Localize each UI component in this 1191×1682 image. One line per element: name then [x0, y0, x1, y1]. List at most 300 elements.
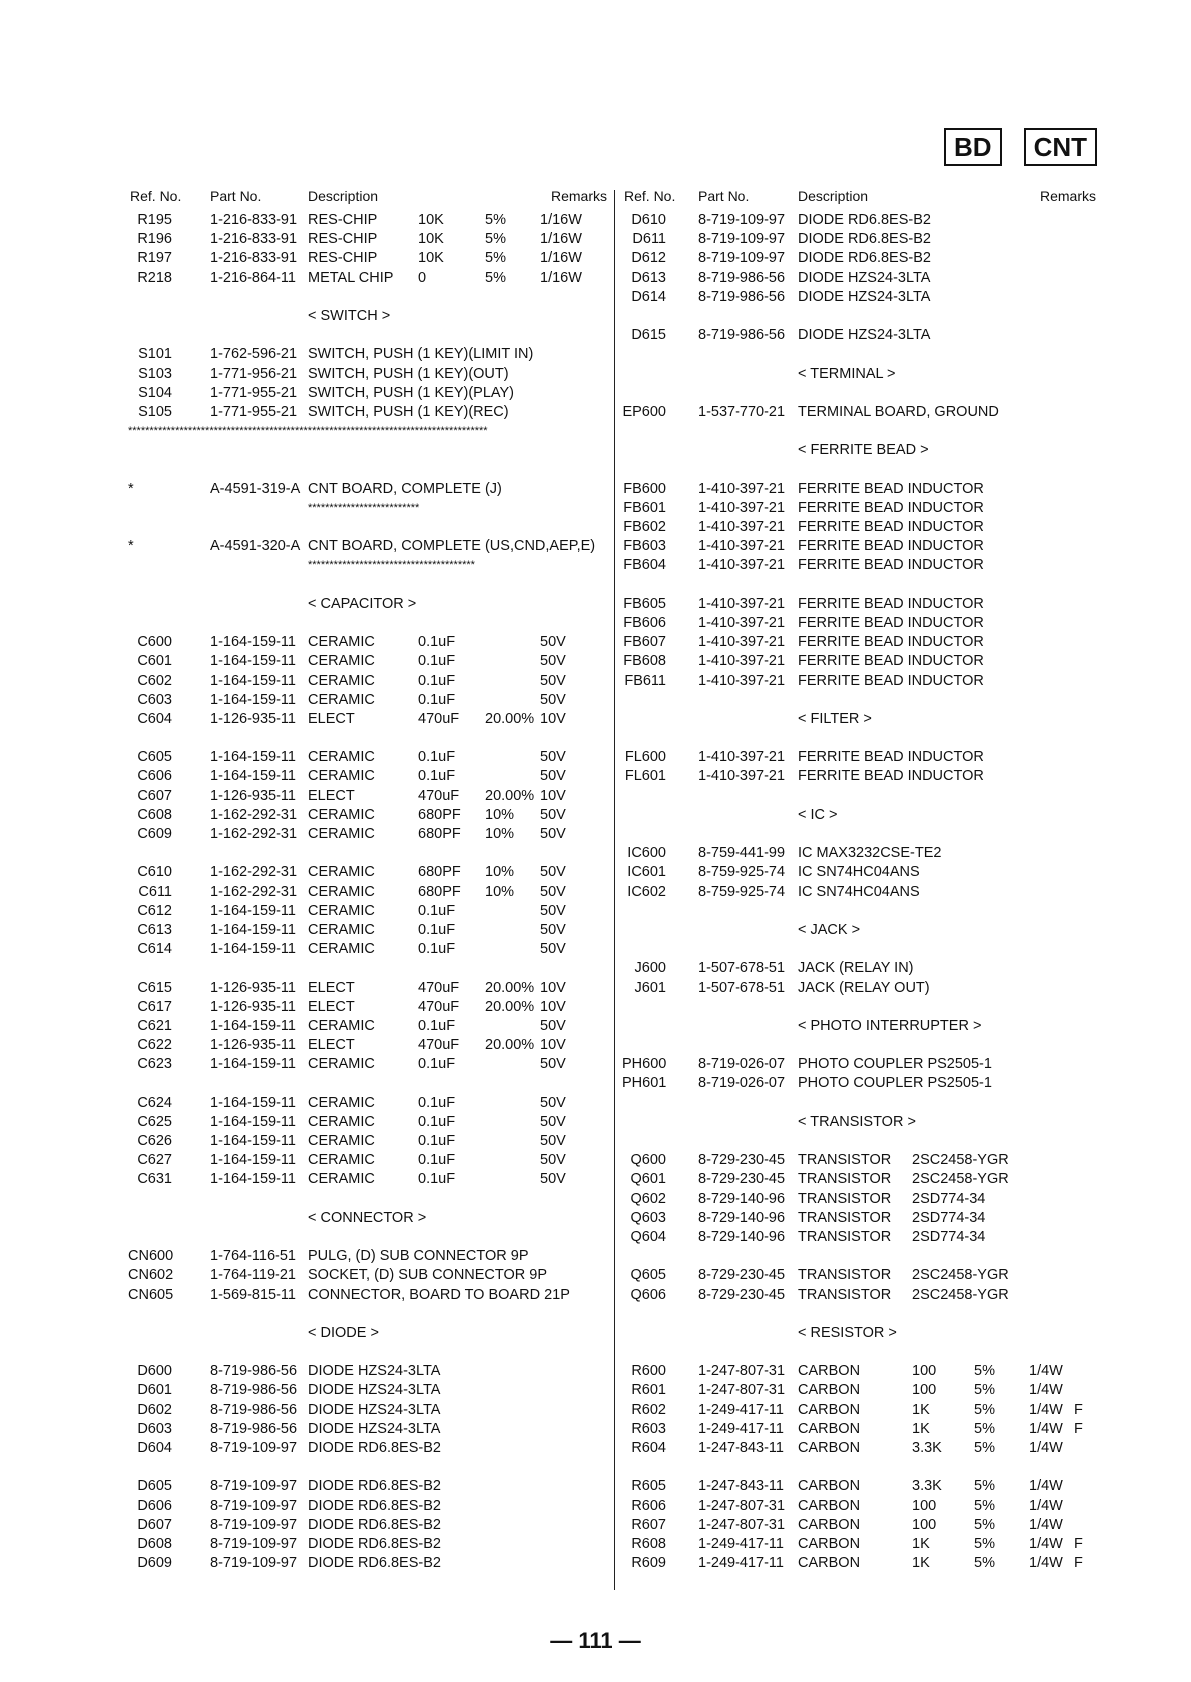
parts-row — [128, 230, 606, 249]
parts-row — [128, 1094, 606, 1113]
parts-row — [128, 748, 606, 767]
ref-no: D609 — [137, 1555, 172, 1572]
description: CERAMIC — [308, 1113, 375, 1130]
spec-value: 0.1uF — [418, 1017, 456, 1034]
spec-tolerance: 5% — [974, 1497, 995, 1514]
spec-rating: 50V — [540, 902, 566, 919]
part-no: 1-164-159-11 — [210, 672, 296, 689]
tag-bd: BD — [944, 128, 1002, 166]
parts-row — [128, 1055, 606, 1074]
spec-rating: 1/4W — [1029, 1363, 1063, 1380]
ref-no: Q602 — [630, 1190, 666, 1207]
spec-value: 100 — [912, 1516, 937, 1533]
description: CARBON — [798, 1363, 861, 1380]
description: DIODE RD6.8ES-B2 — [308, 1535, 441, 1552]
part-no: 1-162-292-31 — [210, 883, 298, 900]
part-no: 1-164-159-11 — [210, 634, 296, 651]
right-parts-list — [622, 211, 1100, 1573]
parts-row — [622, 595, 1100, 614]
description: CERAMIC — [308, 1171, 375, 1188]
spec-rating: 10V — [540, 787, 566, 804]
part-no: 8-729-230-45 — [698, 1286, 786, 1303]
part-no: 1-216-864-11 — [210, 269, 296, 286]
ref-no: R602 — [631, 1401, 666, 1418]
ref-no: C615 — [137, 979, 172, 996]
ref-no: Q600 — [630, 1152, 666, 1169]
parts-row — [622, 652, 1100, 671]
parts-row — [622, 403, 1100, 422]
remark-flag: F — [1074, 1420, 1083, 1437]
parts-row — [622, 1228, 1100, 1247]
description: DIODE RD6.8ES-B2 — [798, 231, 931, 248]
ref-no: CN600 — [128, 1248, 174, 1265]
spec-tolerance: 5% — [974, 1535, 995, 1552]
underline-stars — [128, 499, 606, 518]
parts-row — [128, 1017, 606, 1036]
part-no: 1-164-159-11 — [210, 1056, 296, 1073]
description: SWITCH, PUSH (1 KEY)(OUT) — [308, 365, 509, 382]
part-no: 1-764-116-51 — [210, 1248, 296, 1265]
part-no: 8-719-026-07 — [698, 1075, 786, 1092]
spec-value: 0.1uF — [418, 749, 456, 766]
spec-rating: 50V — [540, 826, 566, 842]
ref-no: R195 — [137, 212, 172, 228]
description: CERAMIC — [308, 864, 375, 881]
part-no: 1-164-159-11 — [210, 749, 296, 766]
spec-value: 10K — [418, 250, 444, 267]
spacer — [128, 844, 606, 863]
section-title: < SWITCH > — [308, 307, 391, 324]
parts-row — [128, 883, 606, 902]
section-title: < CONNECTOR > — [308, 1209, 427, 1226]
spec-rating: 1/4W — [1029, 1555, 1063, 1572]
spec-rating: 1/16W — [540, 250, 582, 267]
parts-row — [622, 1190, 1100, 1209]
ref-no: D603 — [137, 1420, 172, 1437]
spec-value: 680PF — [418, 806, 461, 823]
description: TRANSISTOR — [798, 1228, 892, 1245]
description: SWITCH, PUSH (1 KEY)(REC) — [308, 403, 509, 420]
section-heading — [622, 441, 1100, 460]
ref-no: S101 — [138, 346, 172, 363]
section-title: < PHOTO INTERRUPTER > — [798, 1017, 982, 1034]
ref-no: C605 — [137, 749, 172, 766]
section-heading — [622, 921, 1100, 940]
description: RES-CHIP — [308, 212, 378, 228]
parts-row — [622, 614, 1100, 633]
spec-tolerance: 5% — [974, 1516, 995, 1533]
ref-no: FL601 — [624, 768, 666, 785]
part-no: 1-126-935-11 — [210, 979, 296, 996]
part-no: 1-762-596-21 — [210, 346, 298, 363]
part-no: 8-719-109-97 — [210, 1555, 298, 1572]
part-no: 1-216-833-91 — [210, 212, 298, 228]
spec-value: 2SD774-34 — [912, 1190, 986, 1207]
new-part-mark: * — [128, 538, 134, 555]
spacer — [622, 940, 1100, 959]
spec-value: 1K — [912, 1420, 930, 1437]
parts-row — [128, 403, 606, 422]
ref-no: EP600 — [622, 403, 666, 420]
section-title: < JACK > — [798, 921, 861, 938]
spacer — [622, 1305, 1100, 1324]
parts-row — [128, 365, 606, 384]
parts-row — [128, 863, 606, 882]
section-heading — [622, 1113, 1100, 1132]
ref-no: Q606 — [630, 1286, 666, 1303]
spec-value: 1K — [912, 1535, 930, 1552]
parts-row — [128, 249, 606, 268]
section-title: < CAPACITOR > — [308, 595, 417, 612]
spec-tolerance: 10% — [485, 806, 515, 823]
parts-row — [128, 1381, 606, 1400]
ref-no: R601 — [631, 1382, 666, 1399]
spec-rating: 1/16W — [540, 212, 582, 228]
ref-no: R605 — [631, 1478, 666, 1495]
parts-row — [622, 1535, 1100, 1554]
ref-no: FB603 — [623, 538, 666, 555]
left-parts-list — [128, 211, 606, 1573]
parts-row — [128, 1170, 606, 1189]
description: CERAMIC — [308, 634, 375, 651]
description: DIODE HZS24-3LTA — [308, 1420, 441, 1437]
part-no: 1-216-833-91 — [210, 231, 298, 248]
part-no: 1-507-678-51 — [698, 960, 786, 977]
part-no: 8-719-026-07 — [698, 1056, 786, 1073]
parts-row — [622, 1420, 1100, 1439]
ref-no: CN602 — [128, 1267, 174, 1284]
ref-no: Q603 — [630, 1209, 666, 1226]
spec-value: 470uF — [418, 710, 460, 727]
parts-row — [622, 979, 1100, 998]
spec-value: 0.1uF — [418, 768, 456, 785]
section-title: < IC > — [798, 806, 838, 823]
part-no: 8-719-109-97 — [210, 1535, 298, 1552]
header-part-no: Part No. — [210, 188, 262, 204]
spec-value: 0.1uF — [418, 1094, 456, 1111]
description: CNT BOARD, COMPLETE (US,CND,AEP,E) — [308, 538, 596, 555]
description-underline: *************************************** — [308, 559, 475, 572]
header-ref-no: Ref. No. — [624, 188, 676, 204]
part-no: 1-164-159-11 — [210, 1094, 296, 1111]
spec-value: 1K — [912, 1401, 930, 1418]
ref-no: C622 — [137, 1037, 172, 1054]
description: ELECT — [308, 979, 355, 996]
part-no: 1-164-159-11 — [210, 1017, 296, 1034]
part-no: 1-164-159-11 — [210, 1133, 296, 1149]
part-no: 1-126-935-11 — [210, 1037, 296, 1054]
spec-rating: 1/4W — [1029, 1535, 1063, 1552]
parts-row — [128, 1286, 606, 1305]
spec-value: 0.1uF — [418, 921, 456, 938]
right-column — [622, 188, 1100, 1573]
part-no: 1-507-678-51 — [698, 979, 786, 996]
part-no: 1-249-417-11 — [698, 1401, 784, 1418]
part-no: 1-164-159-11 — [210, 1152, 296, 1169]
part-no: 1-164-159-11 — [210, 768, 296, 785]
ref-no: FB605 — [623, 595, 666, 612]
description: TRANSISTOR — [798, 1190, 892, 1207]
parts-row — [128, 1266, 606, 1285]
spec-value: 0.1uF — [418, 634, 456, 651]
ref-no: C626 — [137, 1133, 172, 1149]
parts-row — [128, 211, 606, 230]
part-no: 8-719-986-56 — [698, 327, 786, 344]
description: SOCKET, (D) SUB CONNECTOR 9P — [308, 1267, 548, 1284]
spec-rating: 50V — [540, 921, 566, 938]
ref-no: R608 — [631, 1535, 666, 1552]
description-underline: ************************** — [308, 501, 420, 514]
description: METAL CHIP — [308, 269, 394, 286]
description: TERMINAL BOARD, GROUND — [798, 403, 999, 420]
part-no: 1-410-397-21 — [698, 749, 786, 766]
parts-row — [128, 825, 606, 844]
ref-no: IC601 — [627, 864, 666, 881]
part-no: 1-164-159-11 — [210, 902, 296, 919]
spec-value: 100 — [912, 1497, 937, 1514]
parts-row — [622, 883, 1100, 902]
parts-row — [128, 1151, 606, 1170]
description: CERAMIC — [308, 1152, 375, 1169]
part-no: 8-719-109-97 — [698, 212, 786, 228]
ref-no: R609 — [631, 1555, 666, 1572]
section-heading — [622, 806, 1100, 825]
description: FERRITE BEAD INDUCTOR — [798, 653, 984, 670]
ref-no: Q601 — [630, 1171, 666, 1188]
description: SWITCH, PUSH (1 KEY)(PLAY) — [308, 384, 514, 401]
parts-row — [622, 211, 1100, 230]
spacer — [622, 1094, 1100, 1113]
spec-rating: 50V — [540, 691, 566, 708]
board-separator — [128, 422, 606, 441]
part-no: 8-719-986-56 — [210, 1401, 298, 1418]
parts-row — [622, 767, 1100, 786]
section-title: < TRANSISTOR > — [798, 1113, 916, 1130]
description: CERAMIC — [308, 1017, 375, 1034]
part-no: 8-719-986-56 — [698, 269, 786, 286]
description: CARBON — [798, 1401, 861, 1418]
spec-tolerance: 5% — [485, 269, 506, 286]
ref-no: C624 — [137, 1094, 172, 1111]
parts-row — [128, 1535, 606, 1554]
description: CARBON — [798, 1478, 861, 1495]
parts-row — [128, 537, 606, 556]
parts-row — [622, 1151, 1100, 1170]
description: DIODE RD6.8ES-B2 — [308, 1516, 441, 1533]
parts-row — [622, 269, 1100, 288]
part-no: 1-410-397-21 — [698, 653, 786, 670]
part-no: 8-719-109-97 — [698, 250, 786, 267]
spec-value: 3.3K — [912, 1478, 942, 1495]
description: CERAMIC — [308, 806, 375, 823]
spec-rating: 10V — [540, 710, 566, 727]
spacer — [622, 422, 1100, 441]
spec-rating: 10V — [540, 998, 566, 1015]
ref-no: J600 — [634, 960, 666, 977]
description: DIODE RD6.8ES-B2 — [308, 1440, 441, 1456]
spacer — [622, 1343, 1100, 1362]
parts-row — [128, 633, 606, 652]
left-header-row — [128, 188, 606, 211]
description: RES-CHIP — [308, 231, 378, 248]
spec-value: 680PF — [418, 826, 461, 842]
spec-tolerance: 5% — [974, 1401, 995, 1418]
description: PULG, (D) SUB CONNECTOR 9P — [308, 1248, 529, 1265]
spec-tolerance: 20.00% — [485, 979, 535, 996]
spacer — [622, 902, 1100, 921]
spec-rating: 1/4W — [1029, 1382, 1063, 1399]
spec-rating: 50V — [540, 1113, 566, 1130]
part-no: 1-247-843-11 — [698, 1478, 784, 1495]
ref-no: R604 — [631, 1440, 666, 1456]
description: ELECT — [308, 998, 355, 1015]
spec-value: 0.1uF — [418, 691, 456, 708]
parts-row — [128, 767, 606, 786]
column-divider — [614, 190, 615, 1590]
header-description: Description — [798, 188, 869, 204]
description: FERRITE BEAD INDUCTOR — [798, 499, 984, 516]
parts-row — [622, 1554, 1100, 1573]
description: JACK (RELAY OUT) — [798, 979, 930, 996]
ref-no: D606 — [137, 1497, 172, 1514]
part-no: 8-719-986-56 — [210, 1382, 298, 1399]
description: CARBON — [798, 1535, 861, 1552]
spec-rating: 50V — [540, 806, 566, 823]
spec-tolerance: 5% — [974, 1363, 995, 1380]
section-heading — [622, 710, 1100, 729]
part-no: 1-164-159-11 — [210, 653, 296, 670]
parts-row — [622, 230, 1100, 249]
description: RES-CHIP — [308, 250, 378, 267]
spacer — [128, 1190, 606, 1209]
part-no: 8-759-925-74 — [698, 864, 786, 881]
ref-no: D600 — [137, 1363, 172, 1380]
spec-rating: 1/4W — [1029, 1497, 1063, 1514]
parts-row — [622, 672, 1100, 691]
description: FERRITE BEAD INDUCTOR — [798, 768, 984, 785]
parts-row — [622, 518, 1100, 537]
ref-no: R606 — [631, 1497, 666, 1514]
ref-no: D611 — [632, 231, 666, 248]
spec-value: 0.1uF — [418, 653, 456, 670]
spacer — [622, 1036, 1100, 1055]
ref-no: D612 — [631, 250, 666, 267]
spacer — [622, 1247, 1100, 1266]
description: CERAMIC — [308, 941, 375, 958]
spec-value: 470uF — [418, 998, 460, 1015]
parts-row — [128, 1113, 606, 1132]
spec-value: 0.1uF — [418, 1056, 456, 1073]
parts-row — [622, 748, 1100, 767]
part-no: 1-410-397-21 — [698, 538, 786, 555]
parts-row — [622, 633, 1100, 652]
description: FERRITE BEAD INDUCTOR — [798, 538, 984, 555]
parts-row — [128, 345, 606, 364]
header-part-no: Part No. — [698, 188, 750, 204]
spec-rating: 50V — [540, 749, 566, 766]
ref-no: PH601 — [622, 1075, 667, 1092]
part-no: 1-410-397-21 — [698, 519, 786, 535]
ref-no: C625 — [137, 1113, 172, 1130]
section-title: < RESISTOR > — [798, 1324, 897, 1341]
section-heading — [622, 365, 1100, 384]
ref-no: C600 — [137, 634, 172, 651]
description: ELECT — [308, 787, 355, 804]
part-no: 1-771-955-21 — [210, 403, 298, 420]
spec-tolerance: 5% — [974, 1382, 995, 1399]
spec-tolerance: 20.00% — [485, 787, 535, 804]
ref-no: C631 — [137, 1171, 172, 1188]
part-no: 1-410-397-21 — [698, 480, 786, 497]
parts-row — [622, 1362, 1100, 1381]
spec-tolerance: 10% — [485, 883, 515, 900]
description: CERAMIC — [308, 1094, 375, 1111]
spec-value: 0.1uF — [418, 672, 456, 689]
description: FERRITE BEAD INDUCTOR — [798, 634, 984, 651]
spacer — [128, 614, 606, 633]
part-no: 1-162-292-31 — [210, 806, 298, 823]
spec-rating: 50V — [540, 1017, 566, 1034]
ref-no: C623 — [137, 1056, 172, 1073]
spacer — [622, 576, 1100, 595]
spec-value: 0.1uF — [418, 1113, 456, 1130]
ref-no: CN605 — [128, 1286, 174, 1303]
ref-no: Q604 — [630, 1228, 666, 1245]
part-no: 1-764-119-21 — [210, 1267, 296, 1284]
part-no: 1-247-807-31 — [698, 1497, 786, 1514]
spacer — [128, 1305, 606, 1324]
new-part-mark: * — [128, 480, 134, 497]
parts-row — [622, 1055, 1100, 1074]
spec-value: 10K — [418, 231, 444, 248]
spec-tolerance: 5% — [485, 231, 506, 248]
ref-no: FB606 — [623, 614, 666, 631]
spacer — [622, 307, 1100, 326]
parts-row — [128, 1477, 606, 1496]
section-title: < TERMINAL > — [798, 365, 896, 382]
description: IC MAX3232CSE-TE2 — [798, 845, 942, 862]
spacer — [622, 729, 1100, 748]
part-no: 1-569-815-11 — [210, 1286, 296, 1303]
parts-row — [622, 480, 1100, 499]
description: CERAMIC — [308, 883, 375, 900]
ref-no: D610 — [631, 212, 666, 228]
spacer — [622, 345, 1100, 364]
part-no: 1-247-843-11 — [698, 1440, 784, 1456]
ref-no: R196 — [137, 231, 172, 248]
description: PHOTO COUPLER PS2505-1 — [798, 1056, 992, 1073]
spec-value: 2SD774-34 — [912, 1228, 986, 1245]
spec-rating: 50V — [540, 1056, 566, 1073]
ref-no: D613 — [631, 269, 666, 286]
spec-value: 0.1uF — [418, 902, 456, 919]
spec-rating: 50V — [540, 653, 566, 670]
ref-no: C621 — [137, 1017, 172, 1034]
part-no: 8-729-230-45 — [698, 1152, 786, 1169]
part-no: 1-164-159-11 — [210, 1171, 296, 1188]
description: CERAMIC — [308, 826, 375, 842]
section-heading — [128, 595, 606, 614]
spec-value: 680PF — [418, 883, 461, 900]
ref-no: C604 — [137, 710, 172, 727]
description: CERAMIC — [308, 1133, 375, 1149]
spec-rating: 50V — [540, 1171, 566, 1188]
left-column — [128, 188, 606, 1573]
ref-no: R600 — [631, 1363, 666, 1380]
ref-no: D601 — [137, 1382, 172, 1399]
part-no: 8-759-441-99 — [698, 845, 786, 862]
ref-no: C603 — [137, 691, 172, 708]
